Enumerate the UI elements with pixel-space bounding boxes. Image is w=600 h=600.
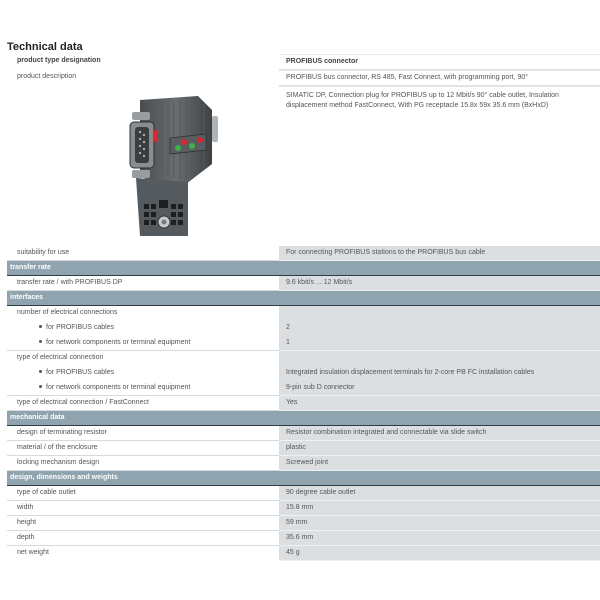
label: transfer rate / with PROFIBUS DP: [7, 276, 279, 291]
section-header-mechanical-data: mechanical data: [7, 411, 600, 426]
label: height: [7, 516, 279, 531]
label: depth: [7, 531, 279, 546]
value: [279, 306, 600, 321]
value: 35.6 mm: [279, 531, 600, 546]
value: PROFIBUS connector: [279, 54, 600, 70]
table-row: [7, 381, 600, 396]
value: 9-pin sub D connector: [279, 381, 600, 396]
label: locking mechanism design: [7, 456, 279, 471]
value: Resistor combination integrated and connectable via slide switch: [279, 426, 600, 441]
table-row: [7, 516, 600, 531]
table-row: [7, 501, 600, 516]
row-suitability: [7, 246, 600, 261]
value: 9.6 kbit/s ... 12 Mbit/s: [279, 276, 600, 291]
table-row: [7, 456, 600, 471]
bullet-icon: [39, 340, 42, 343]
value: plastic: [279, 441, 600, 456]
table-row: [7, 366, 600, 381]
table-row: [7, 306, 600, 321]
label: type of electrical connection / FastConnect: [7, 396, 279, 411]
table-row: [7, 441, 600, 456]
label: product description: [17, 73, 77, 80]
value: 15.8 mm: [279, 501, 600, 516]
bullet-icon: [39, 370, 42, 373]
value: For connecting PROFIBUS stations to the PROFIBUS bus cable: [279, 246, 600, 261]
label: material / of the enclosure: [7, 441, 279, 456]
value: 90 degree cable outlet: [279, 486, 600, 501]
table-row: [7, 531, 600, 546]
table-row: [7, 336, 600, 351]
value: PROFIBUS bus connector, RS 485, Fast Connect, with programming port, 90°: [279, 70, 600, 86]
label: number of electrical connections: [17, 309, 118, 316]
table-row: [7, 276, 600, 291]
value: 2: [279, 321, 600, 336]
label: type of electrical connection: [17, 354, 104, 361]
label: type of cable outlet: [7, 486, 279, 501]
bullet-icon: [39, 325, 42, 328]
value: SIMATIC DP, Connection plug for PROFIBUS up to 12 Mbit/s 90° cable outlet, Insulation displacement method FastConnect, With PG receptacle 15.8x 59x 35.6 mm (BxHxD): [279, 86, 600, 246]
label: suitability for use: [7, 246, 279, 261]
page-title: Technical data: [7, 41, 83, 53]
value: 59 mm: [279, 516, 600, 531]
section-header-interfaces: interfaces: [7, 291, 600, 306]
section-header-transfer-rate: transfer rate: [7, 261, 600, 276]
label: for network components or terminal equipment: [7, 336, 279, 351]
row-product-image: [7, 86, 600, 246]
label: net weight: [17, 549, 49, 556]
section-header-dimensions: design, dimensions and weights: [7, 471, 600, 486]
label: for PROFIBUS cables: [7, 366, 279, 381]
label: width: [7, 501, 279, 516]
value: Integrated insulation displacement terminals for 2-core PB FC installation cables: [279, 366, 600, 381]
label: design of terminating resistor: [7, 426, 279, 441]
row-product-type: [7, 54, 600, 70]
product-image-cell: [7, 86, 279, 246]
label: for network components or terminal equipment: [7, 381, 279, 396]
table-row: [7, 351, 600, 366]
table-row: [7, 426, 600, 441]
value: [279, 351, 600, 366]
value: Yes: [279, 396, 600, 411]
table-row: [7, 546, 600, 561]
value: 1: [279, 336, 600, 351]
value: 45 g: [279, 546, 600, 561]
label: for PROFIBUS cables: [7, 321, 279, 336]
technical-data-table: [7, 54, 600, 561]
table-row: [7, 396, 600, 411]
table-row: [7, 321, 600, 336]
value: Screwed joint: [279, 456, 600, 471]
row-product-description: [7, 70, 600, 86]
label: product type designation: [17, 57, 101, 64]
product-image: [100, 94, 230, 244]
bullet-icon: [39, 385, 42, 388]
table-row: [7, 486, 600, 501]
